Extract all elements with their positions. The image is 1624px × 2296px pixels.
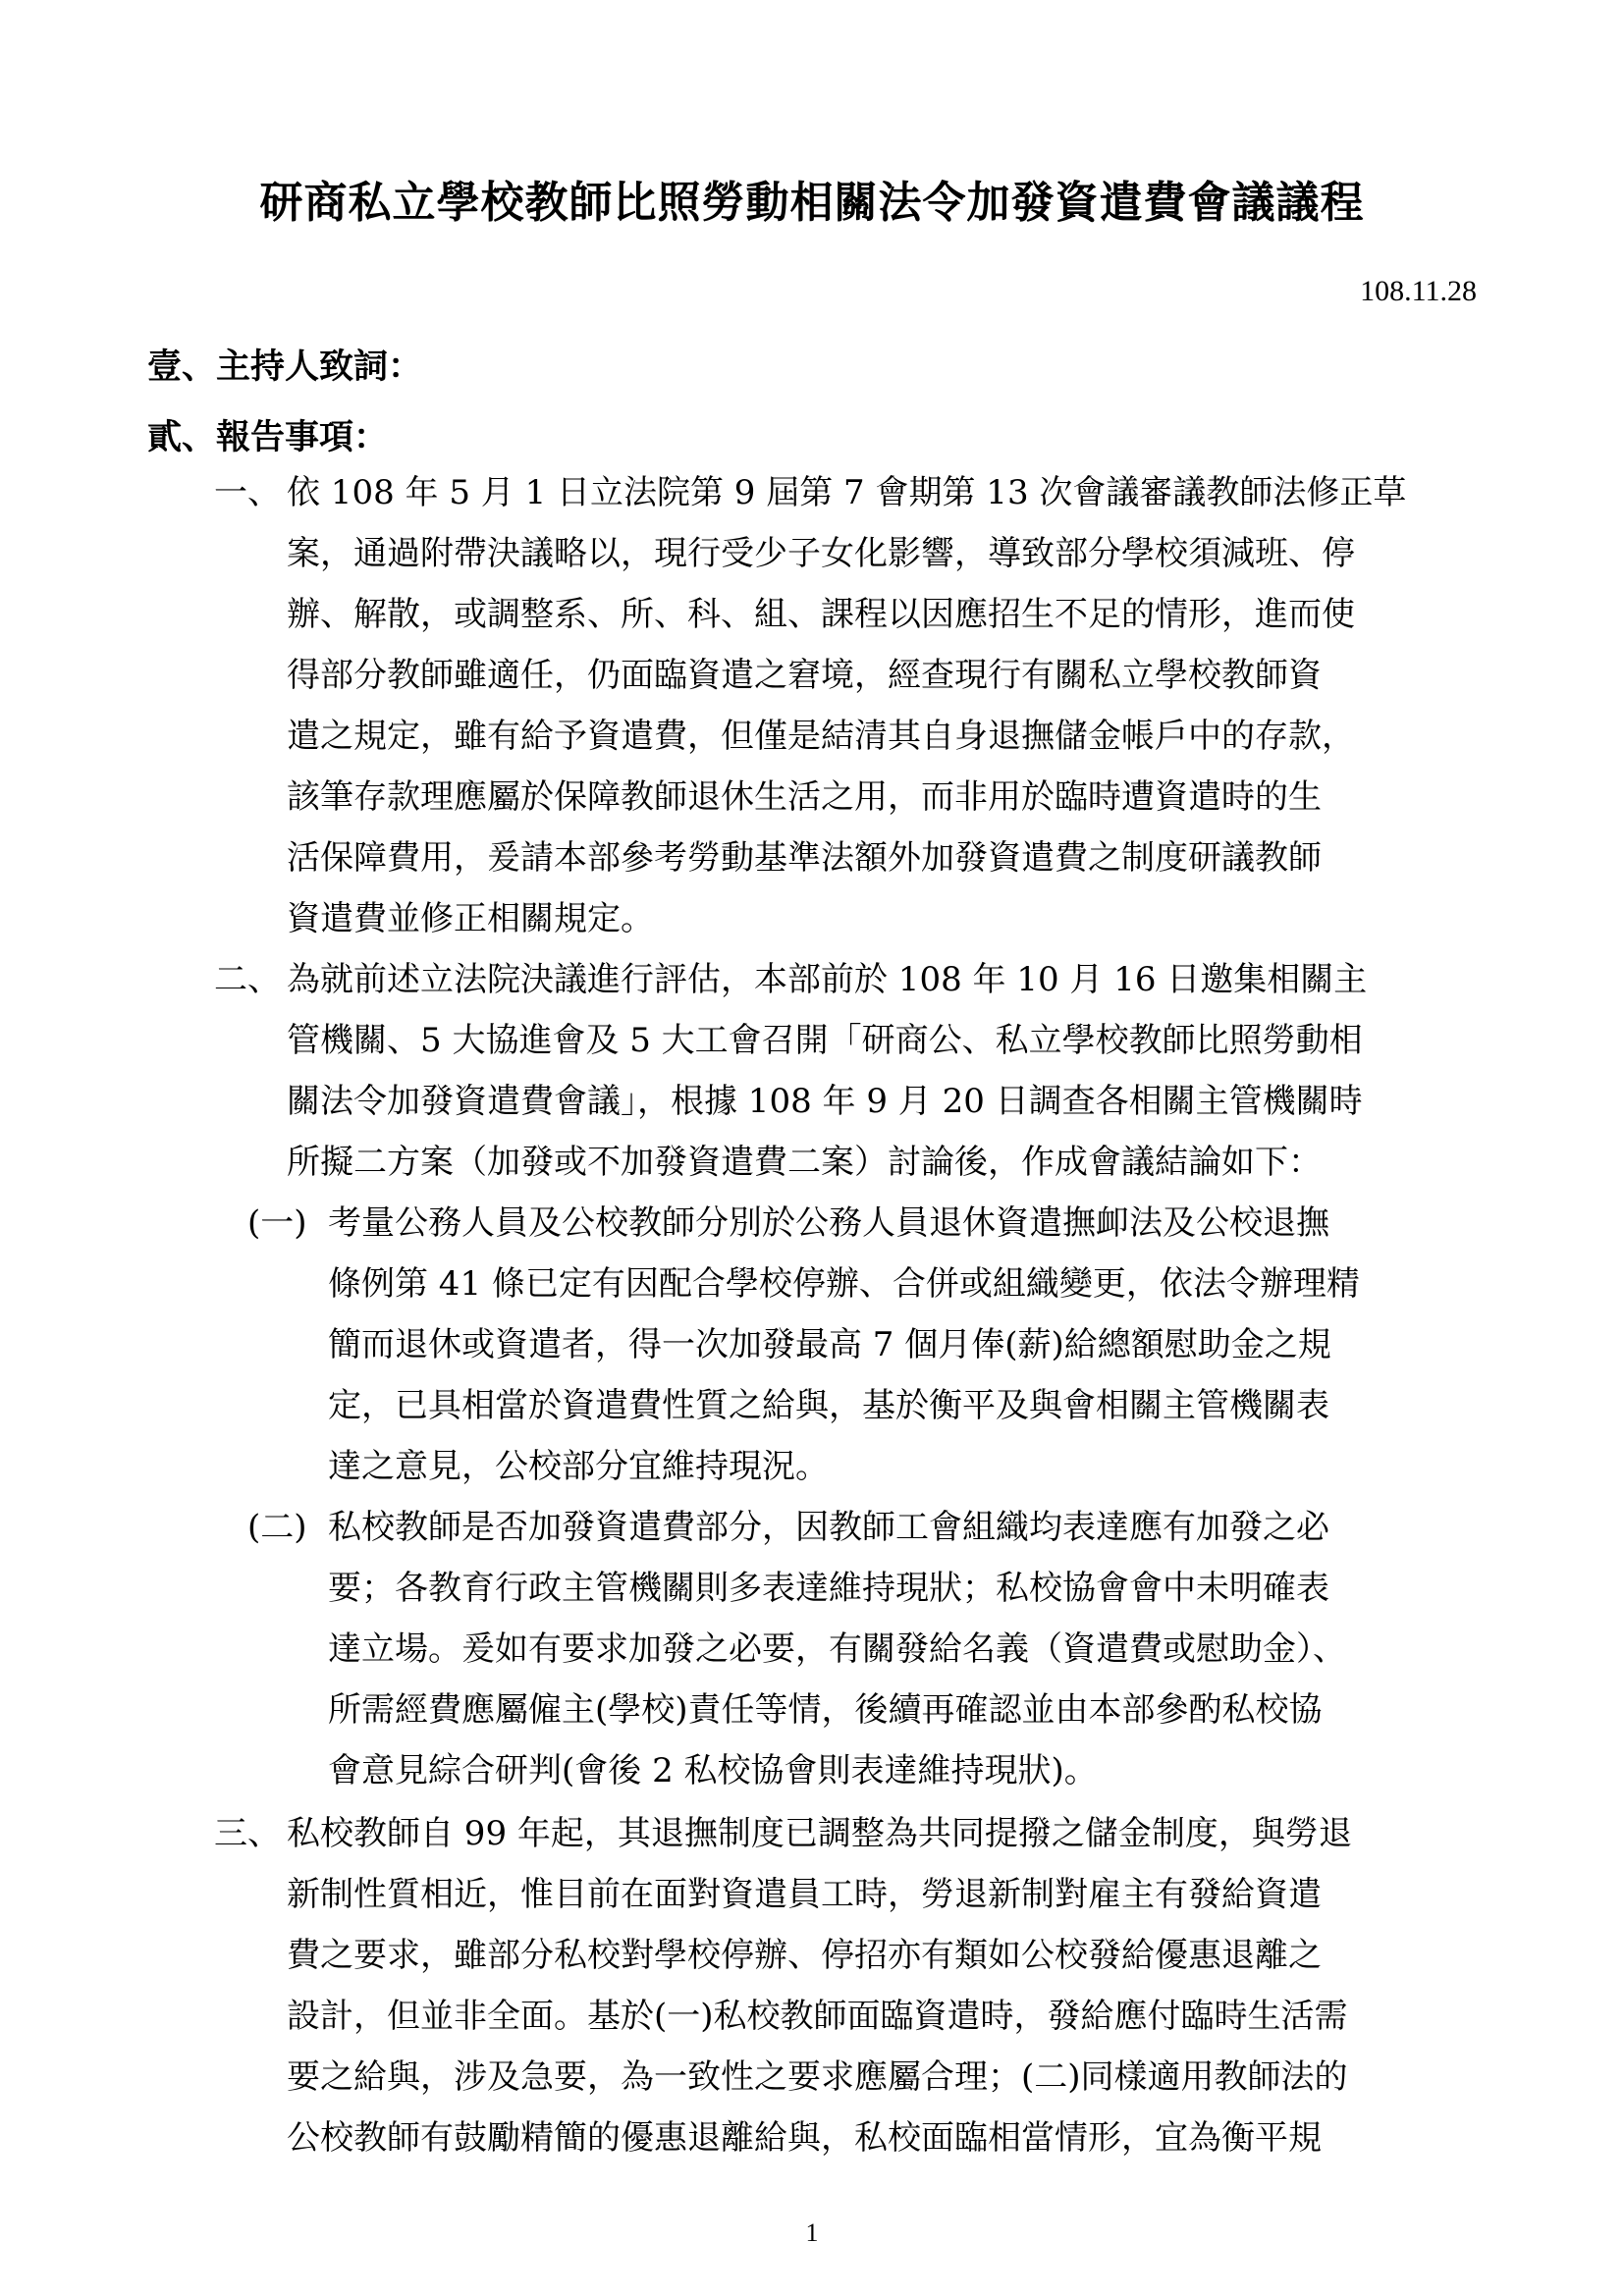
item-marker: 二、 [214, 960, 281, 999]
paragraph-line: 所需經費應屬僱主(學校)責任等情，後續再確認並由本部參酌私校協 [328, 1690, 1323, 1730]
paragraph-line: 所擬二方案（加發或不加發資遣費二案）討論後，作成會議結論如下： [287, 1143, 1322, 1182]
paragraph-line: 管機關、5 大協進會及 5 大工會召開「研商公、私立學校教師比照勞動相 [287, 1021, 1363, 1060]
paragraph-line: 要之給與，涉及急要，為一致性之要求應屬合理；(二)同樣適用教師法的 [287, 2057, 1348, 2097]
paragraph-line: 設計，但並非全面。基於(一)私校教師面臨資遣時，發給應付臨時生活需 [287, 1997, 1348, 2036]
paragraph-line: 簡而退休或資遣者，得一次加發最高 7 個月俸(薪)給總額慰助金之規 [328, 1325, 1331, 1364]
section-heading-opening: 壹、主持人致詞： [147, 347, 423, 387]
document-date: 108.11.28 [1360, 275, 1477, 307]
sub-item-marker: (二) [247, 1508, 307, 1547]
paragraph-line: 達立場。爰如有要求加發之必要，有關發給名義（資遣費或慰助金）、 [328, 1629, 1346, 1669]
paragraph-line: 辦、解散，或調整系、所、科、組、課程以因應招生不足的情形，進而使 [287, 595, 1355, 634]
paragraph-line: 考量公務人員及公校教師分別於公務人員退休資遣撫卹法及公校退撫 [328, 1203, 1329, 1243]
paragraph-line: 私校教師自 99 年起，其退撫制度已調整為共同提撥之儲金制度，與勞退 [287, 1814, 1352, 1853]
paragraph-line: 達之意見，公校部分宜維持現況。 [328, 1447, 829, 1486]
paragraph-line: 會意見綜合研判(會後 2 私校協會則表達維持現狀)。 [328, 1751, 1098, 1790]
paragraph-line: 活保障費用，爰請本部參考勞動基準法額外加發資遣費之制度研議教師 [287, 838, 1322, 878]
paragraph-line: 費之要求，雖部分私校對學校停辦、停招亦有類如公校發給優惠退離之 [287, 1936, 1322, 1975]
sub-item-marker: (一) [247, 1203, 307, 1243]
paragraph-line: 得部分教師雖適任，仍面臨資遣之窘境，經查現行有關私立學校教師資 [287, 656, 1322, 695]
paragraph-line: 公校教師有鼓勵精簡的優惠退離給與，私校面臨相當情形，宜為衡平規 [287, 2118, 1322, 2158]
paragraph-line: 要；各教育行政主管機關則多表達維持現狀；私校協會會中未明確表 [328, 1569, 1329, 1608]
page-number: 1 [805, 2218, 819, 2247]
paragraph-line: 該筆存款理應屬於保障教師退休生活之用，而非用於臨時遭資遣時的生 [287, 777, 1322, 817]
document-title: 研商私立學校教師比照勞動相關法令加發資遣費會議議程 [259, 178, 1365, 228]
paragraph-line: 案，通過附帶決議略以，現行受少子女化影響，導致部分學校須減班、停 [287, 534, 1355, 573]
paragraph-line: 新制性質相近，惟目前在面對資遣員工時，勞退新制對雇主有發給資遣 [287, 1875, 1322, 1914]
paragraph-line: 條例第 41 條已定有因配合學校停辦、合併或組織變更，依法令辦理精 [328, 1264, 1360, 1304]
paragraph-line: 定，已具相當於資遣費性質之給與，基於衡平及與會相關主管機關表 [328, 1386, 1329, 1425]
item-marker: 三、 [214, 1814, 281, 1853]
item-marker: 一、 [214, 473, 281, 512]
paragraph-line: 依 108 年 5 月 1 日立法院第 9 屆第 7 會期第 13 次會議審議教師法修正草 [287, 473, 1407, 512]
paragraph-line: 為就前述立法院決議進行評估，本部前於 108 年 10 月 16 日邀集相關主 [287, 960, 1368, 999]
section-heading-report: 貳、報告事項： [147, 417, 389, 457]
paragraph-line: 遣之規定，雖有給予資遣費，但僅是結清其自身退撫儲金帳戶中的存款， [287, 717, 1355, 756]
paragraph-line: 關法令加發資遣費會議」，根據 108 年 9 月 20 日調查各相關主管機關時 [287, 1082, 1363, 1121]
paragraph-line: 資遣費並修正相關規定。 [287, 899, 654, 938]
paragraph-line: 私校教師是否加發資遣費部分，因教師工會組織均表達應有加發之必 [328, 1508, 1329, 1547]
